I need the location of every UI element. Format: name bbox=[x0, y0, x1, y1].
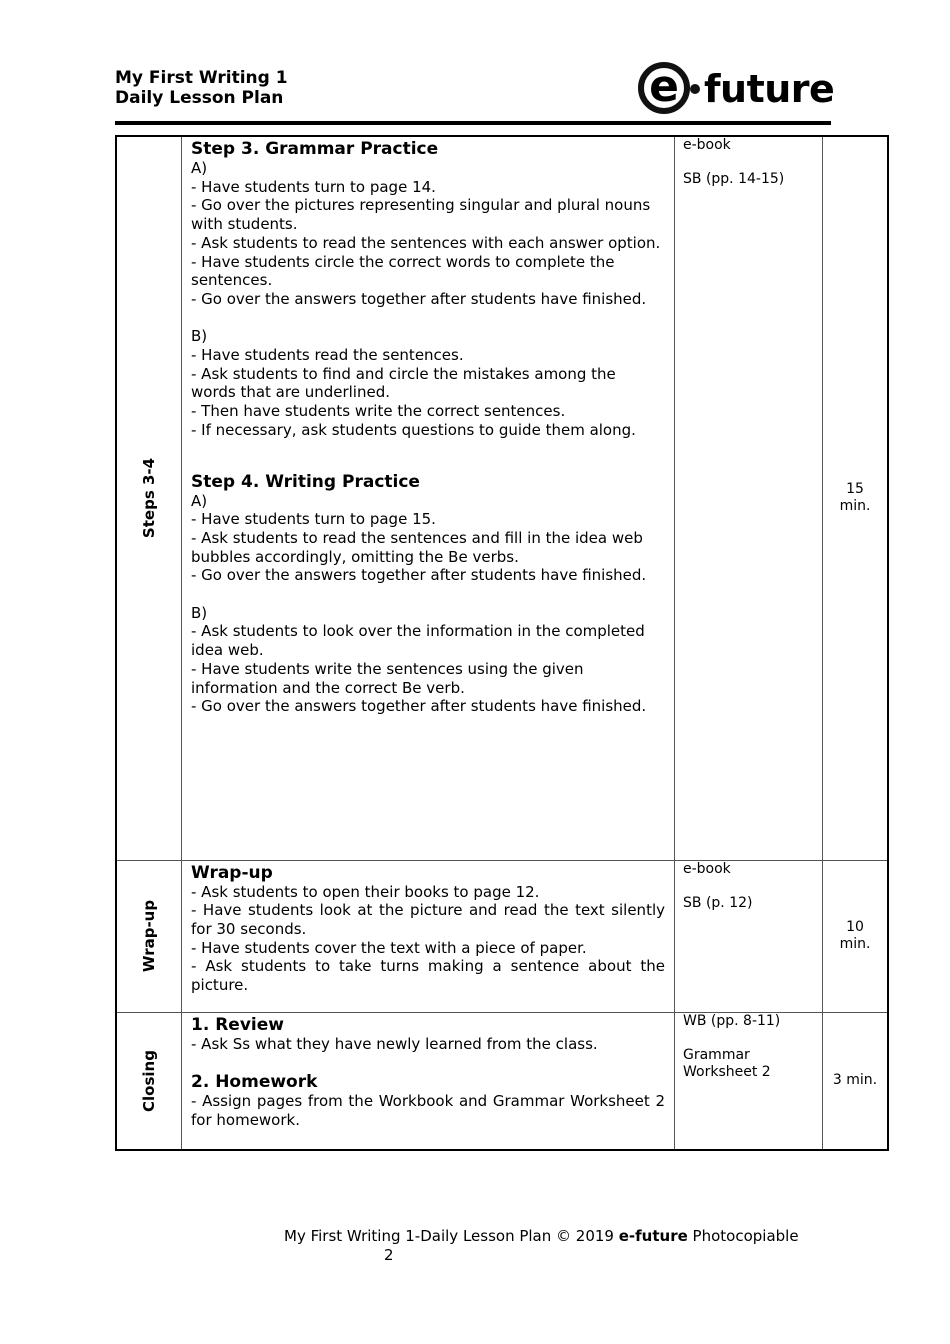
material-item: e-book bbox=[683, 137, 731, 153]
step3-title: Step 3. Grammar Practice bbox=[191, 139, 439, 159]
time-value: 15 bbox=[846, 481, 864, 498]
footer-suffix: Photocopiable bbox=[687, 1227, 799, 1245]
step3-a-line: - Ask students to read the sentences with each answer option. bbox=[191, 233, 661, 252]
step4-a-line: - Have students turn to page 15. bbox=[191, 510, 436, 529]
step4-b-label: B) bbox=[191, 603, 208, 622]
material-item: WB (pp. 8-11) bbox=[683, 1012, 781, 1029]
step4-title: Step 4. Writing Practice bbox=[191, 471, 420, 492]
page-footer bbox=[284, 1227, 799, 1246]
step4-a-label: A) bbox=[191, 491, 208, 510]
step3-a-line: - Have students turn to page 14. bbox=[191, 177, 436, 196]
header-divider bbox=[115, 121, 831, 125]
time-unit: min. bbox=[839, 498, 871, 515]
material-item: SB (p. 12) bbox=[683, 894, 753, 911]
step3-b-line: - Ask students to find and circle the mistakes among the words that are underlined. bbox=[191, 364, 616, 402]
step3-a-label: A) bbox=[191, 159, 208, 177]
wrapup-materials bbox=[675, 860, 823, 1012]
steps34-time bbox=[823, 136, 889, 860]
step3-b-label: B) bbox=[191, 327, 208, 346]
footer-text: My First Writing 1-Daily Lesson Plan bbox=[284, 1227, 557, 1245]
steps34-label-cell bbox=[116, 136, 182, 860]
material-item: Grammar Worksheet 2 bbox=[683, 1046, 771, 1080]
step4-b-line: - Have students write the sentences using the given information and the correct Be verb. bbox=[191, 659, 584, 697]
steps34-content bbox=[182, 136, 675, 860]
wrapup-time bbox=[823, 860, 889, 1012]
step3-a-line: - Have students circle the correct words to complete the sentences. bbox=[191, 252, 615, 290]
wrapup-content bbox=[182, 860, 675, 1012]
step4-a-line: - Go over the answers together after students have finished. bbox=[191, 566, 647, 585]
wrapup-line: - Ask students to take turns making a sentence about the picture. bbox=[191, 957, 665, 995]
material-item: e-book bbox=[683, 860, 731, 877]
step3-b-line: - If necessary, ask students questions to guide them along. bbox=[191, 420, 636, 439]
closing-materials bbox=[675, 1012, 823, 1150]
step3-a-line: - Go over the pictures representing singular and plural nouns with students. bbox=[191, 196, 651, 234]
document-title: My First Writing 1 bbox=[115, 68, 288, 88]
logo-dot-icon bbox=[690, 84, 700, 94]
homework-line: - Assign pages from the Workbook and Grammar Worksheet 2 for homework. bbox=[191, 1091, 665, 1129]
copyright-icon: © bbox=[556, 1227, 572, 1245]
logo-letter: e bbox=[649, 61, 679, 112]
review-line: - Ask Ss what they have newly learned from the class. bbox=[191, 1034, 598, 1053]
step4-b-line: - Ask students to look over the information in the completed idea web. bbox=[191, 622, 645, 660]
document-header bbox=[115, 68, 288, 108]
document-subtitle: Daily Lesson Plan bbox=[115, 88, 284, 108]
wrapup-label: Wrap-up bbox=[140, 899, 158, 973]
closing-label: Closing bbox=[140, 1049, 158, 1112]
review-title: 1. Review bbox=[191, 1014, 284, 1035]
closing-time bbox=[823, 1012, 889, 1150]
wrapup-title: Wrap-up bbox=[191, 862, 273, 883]
step3-b-line: - Then have students write the correct sentences. bbox=[191, 402, 566, 421]
step4-a-line: - Ask students to read the sentences and fill in the idea web bubbles accordingly, omitting the Be verbs. bbox=[191, 528, 643, 566]
closing-label-cell bbox=[116, 1012, 182, 1150]
step3-b-line: - Have students read the sentences. bbox=[191, 346, 464, 365]
steps34-materials bbox=[675, 136, 823, 860]
time-unit: min. bbox=[839, 936, 871, 952]
page-number: 2 bbox=[384, 1246, 394, 1264]
steps34-row bbox=[116, 136, 888, 860]
wrapup-line: - Have students look at the picture and read the text silently for 30 seconds. bbox=[191, 901, 665, 938]
step4-b-line: - Go over the answers together after students have finished. bbox=[191, 697, 647, 716]
efuture-logo bbox=[638, 60, 835, 122]
wrapup-line: - Ask students to open their books to page 12. bbox=[191, 882, 540, 901]
logo-text: future bbox=[704, 67, 835, 111]
footer-year: 2019 bbox=[571, 1227, 619, 1245]
steps34-label: Steps 3-4 bbox=[140, 458, 158, 539]
footer-brand: e-future bbox=[618, 1227, 688, 1245]
homework-title: 2. Homework bbox=[191, 1071, 318, 1092]
wrapup-row bbox=[116, 860, 888, 1012]
closing-content bbox=[182, 1012, 675, 1150]
wrapup-label-cell bbox=[116, 860, 182, 1012]
material-item: SB (pp. 14-15) bbox=[683, 171, 785, 187]
wrapup-line: - Have students cover the text with a piece of paper. bbox=[191, 938, 587, 957]
closing-row bbox=[116, 1012, 888, 1150]
step3-a-line: - Go over the answers together after students have finished. bbox=[191, 289, 647, 308]
lesson-plan-table bbox=[115, 135, 889, 1151]
time-value: 3 min. bbox=[832, 1072, 878, 1089]
time-value: 10 bbox=[846, 919, 864, 935]
